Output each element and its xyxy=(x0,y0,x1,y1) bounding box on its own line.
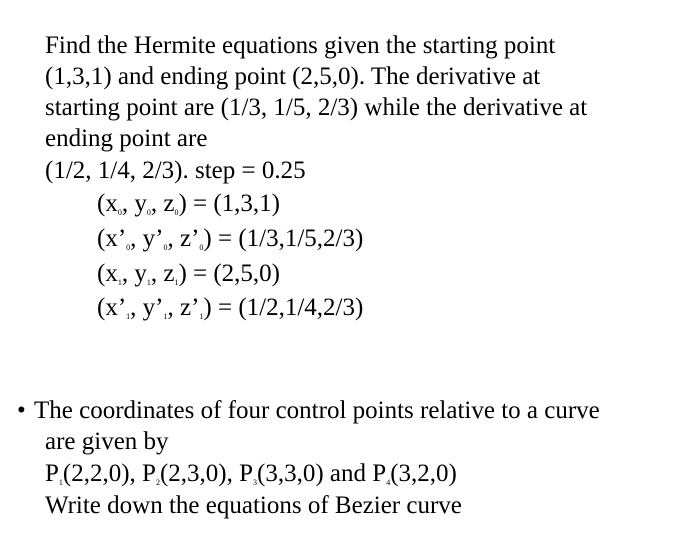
point-text: (2,3,0), P xyxy=(159,460,254,487)
eq-text: , z’ xyxy=(167,225,200,252)
problem1-line3: starting point are (1/3, 1/5, 2/3) while the derivative at xyxy=(45,94,588,121)
point-subscript: 3 xyxy=(253,478,258,487)
eq-subscript: 0 xyxy=(199,243,204,252)
eq-subscript: 1 xyxy=(126,312,131,321)
point-subscript: 1 xyxy=(58,478,63,487)
problem2-line2: are given by xyxy=(45,428,169,455)
eq-text: (x xyxy=(97,190,118,217)
eq-text: (x xyxy=(97,260,118,287)
eq-subscript: 1 xyxy=(163,312,168,321)
eq-text: ) = (1/3,1/5,2/3) xyxy=(203,225,364,252)
point-text: (2,2,0), P xyxy=(62,460,156,487)
problem1-line2: (1,3,1) and ending point (2,5,0). The derivative at xyxy=(45,63,541,90)
eq-text: , z xyxy=(150,260,175,287)
point-text: (3,3,0) and P xyxy=(257,460,387,487)
point-subscript: 2 xyxy=(155,478,160,487)
problem2-line1: The coordinates of four control points relative to a curve xyxy=(34,397,600,424)
problem2-line4: Write down the equations of Bezier curve xyxy=(45,492,462,519)
point-text: (3,2,0) xyxy=(390,460,457,487)
eq-text: , z xyxy=(150,190,175,217)
eq-subscript: 0 xyxy=(163,243,168,252)
point-text: P xyxy=(45,460,59,487)
equation-end-point xyxy=(97,258,280,290)
eq-subscript: 0 xyxy=(126,243,131,252)
eq-subscript: 0 xyxy=(117,208,122,217)
eq-text: (x’ xyxy=(97,225,127,252)
eq-text: (x’ xyxy=(97,294,127,321)
eq-text: ) = (1,3,1) xyxy=(178,190,281,217)
equation-start-derivative xyxy=(97,223,363,255)
eq-text: , y’ xyxy=(130,225,164,252)
eq-subscript: 0 xyxy=(174,208,179,217)
eq-text: ) = (2,5,0) xyxy=(178,260,281,287)
equation-start-point xyxy=(97,188,280,220)
eq-subscript: 1 xyxy=(146,278,151,287)
eq-subscript: 1 xyxy=(174,278,179,287)
equation-end-derivative xyxy=(97,292,363,324)
eq-text: , y xyxy=(121,260,147,287)
bullet-icon: • xyxy=(17,397,26,424)
point-subscript: 4 xyxy=(386,478,391,487)
eq-text: , y xyxy=(121,190,147,217)
control-points-line xyxy=(45,458,457,490)
eq-text: , y’ xyxy=(130,294,164,321)
eq-subscript: 1 xyxy=(117,278,122,287)
eq-text: ) = (1/2,1/4,2/3) xyxy=(203,294,364,321)
eq-subscript: 0 xyxy=(146,208,151,217)
eq-text: , z’ xyxy=(167,294,200,321)
problem1-line4: ending point are xyxy=(45,125,208,152)
problem1-line1: Find the Hermite equations given the starting point xyxy=(45,32,556,59)
problem1-line5: (1/2, 1/4, 2/3). step = 0.25 xyxy=(45,157,306,184)
eq-subscript: 1 xyxy=(199,312,204,321)
